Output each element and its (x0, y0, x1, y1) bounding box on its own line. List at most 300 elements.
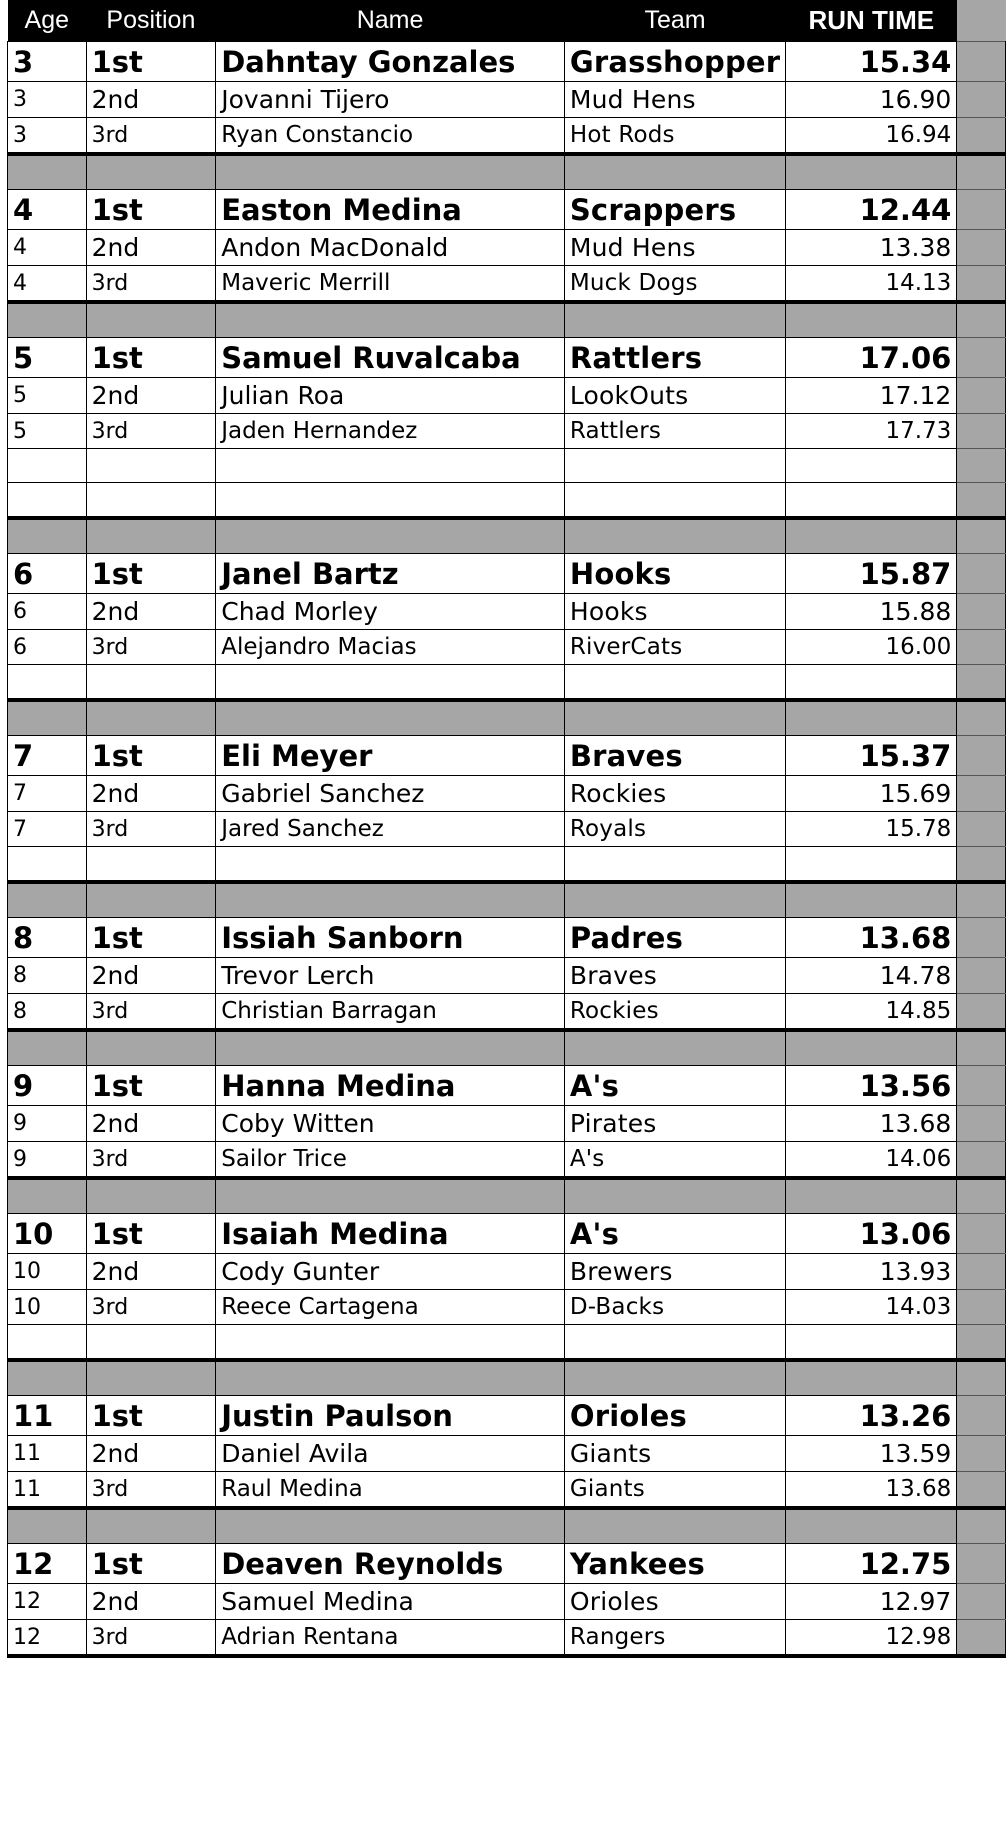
run-time-cell: 17.06 (786, 338, 957, 378)
name-cell: Jaden Hernandez (216, 414, 565, 449)
separator-cell (8, 1030, 87, 1066)
run-time-cell: 13.06 (786, 1214, 957, 1254)
age-cell: 11 (8, 1436, 87, 1472)
name-cell: Issiah Sanborn (216, 918, 565, 958)
separator-row (8, 518, 1006, 554)
separator-cell (216, 302, 565, 338)
run-time-cell: 13.68 (786, 918, 957, 958)
position-cell: 1st (86, 1214, 216, 1254)
result-row (8, 378, 1006, 414)
side-cell (957, 1066, 1006, 1106)
name-cell: Ryan Constancio (216, 118, 565, 155)
separator-row (8, 700, 1006, 736)
side-cell (957, 994, 1006, 1031)
position-cell: 3rd (86, 1142, 216, 1179)
blank-cell (216, 449, 565, 483)
age-cell: 3 (8, 118, 87, 155)
age-cell: 9 (8, 1106, 87, 1142)
run-time-cell: 13.38 (786, 230, 957, 266)
name-cell: Samuel Medina (216, 1584, 565, 1620)
result-row (8, 1620, 1006, 1657)
separator-cell (957, 700, 1006, 736)
blank-cell (564, 449, 785, 483)
team-cell: Hooks (564, 594, 785, 630)
separator-cell (86, 700, 216, 736)
side-cell (957, 1142, 1006, 1179)
age-cell: 10 (8, 1214, 87, 1254)
side-cell (957, 1214, 1006, 1254)
run-time-cell: 12.44 (786, 190, 957, 230)
age-cell: 6 (8, 554, 87, 594)
result-row (8, 1214, 1006, 1254)
team-cell: RiverCats (564, 630, 785, 665)
run-time-cell: 14.06 (786, 1142, 957, 1179)
run-time-cell: 12.97 (786, 1584, 957, 1620)
name-cell: Eli Meyer (216, 736, 565, 776)
separator-cell (957, 882, 1006, 918)
header-name: Name (216, 0, 565, 42)
position-cell: 3rd (86, 1620, 216, 1657)
side-cell (957, 1584, 1006, 1620)
result-row (8, 1106, 1006, 1142)
age-cell: 5 (8, 338, 87, 378)
header-side-column (957, 0, 1006, 42)
separator-cell (957, 1030, 1006, 1066)
name-cell: Jovanni Tijero (216, 82, 565, 118)
result-row (8, 414, 1006, 449)
side-cell (957, 378, 1006, 414)
run-time-cell: 16.90 (786, 82, 957, 118)
team-cell: Yankees (564, 1544, 785, 1584)
team-cell: Padres (564, 918, 785, 958)
separator-row (8, 1030, 1006, 1066)
run-time-cell: 17.73 (786, 414, 957, 449)
position-cell: 2nd (86, 378, 216, 414)
run-time-cell: 16.94 (786, 118, 957, 155)
team-cell: Muck Dogs (564, 266, 785, 303)
separator-cell (86, 302, 216, 338)
separator-cell (8, 882, 87, 918)
separator-cell (564, 1030, 785, 1066)
run-time-cell: 13.68 (786, 1472, 957, 1509)
separator-cell (564, 302, 785, 338)
age-cell: 8 (8, 958, 87, 994)
separator-row (8, 1360, 1006, 1396)
separator-row (8, 882, 1006, 918)
separator-cell (957, 302, 1006, 338)
age-cell: 6 (8, 594, 87, 630)
name-cell: Justin Paulson (216, 1396, 565, 1436)
result-row (8, 1584, 1006, 1620)
name-cell: Janel Bartz (216, 554, 565, 594)
result-row (8, 736, 1006, 776)
team-cell: Orioles (564, 1584, 785, 1620)
separator-cell (564, 154, 785, 190)
result-row (8, 812, 1006, 847)
team-cell: A's (564, 1142, 785, 1179)
result-row (8, 1472, 1006, 1509)
separator-cell (786, 1360, 957, 1396)
name-cell: Jared Sanchez (216, 812, 565, 847)
run-time-cell: 15.34 (786, 42, 957, 82)
result-row (8, 1396, 1006, 1436)
result-row (8, 118, 1006, 155)
blank-cell (86, 483, 216, 519)
blank-cell (86, 847, 216, 883)
blank-cell (786, 665, 957, 701)
position-cell: 1st (86, 338, 216, 378)
position-cell: 1st (86, 1544, 216, 1584)
run-time-cell: 15.69 (786, 776, 957, 812)
position-cell: 2nd (86, 1106, 216, 1142)
separator-cell (957, 1508, 1006, 1544)
position-cell: 2nd (86, 958, 216, 994)
team-cell: Braves (564, 736, 785, 776)
blank-cell (957, 1325, 1006, 1361)
side-cell (957, 190, 1006, 230)
team-cell: Brewers (564, 1254, 785, 1290)
age-cell: 5 (8, 378, 87, 414)
name-cell: Isaiah Medina (216, 1214, 565, 1254)
age-cell: 5 (8, 414, 87, 449)
result-row (8, 776, 1006, 812)
side-cell (957, 82, 1006, 118)
age-cell: 3 (8, 42, 87, 82)
separator-cell (86, 1360, 216, 1396)
separator-cell (216, 154, 565, 190)
table-header (8, 0, 1006, 42)
name-cell: Andon MacDonald (216, 230, 565, 266)
side-cell (957, 958, 1006, 994)
result-row (8, 918, 1006, 958)
separator-cell (86, 1030, 216, 1066)
separator-row (8, 302, 1006, 338)
name-cell: Easton Medina (216, 190, 565, 230)
separator-cell (786, 302, 957, 338)
blank-cell (564, 483, 785, 519)
separator-cell (564, 1508, 785, 1544)
position-cell: 2nd (86, 82, 216, 118)
blank-cell (216, 1325, 565, 1361)
blank-row (8, 665, 1006, 701)
name-cell: Julian Roa (216, 378, 565, 414)
team-cell: Hot Rods (564, 118, 785, 155)
separator-cell (216, 1508, 565, 1544)
position-cell: 1st (86, 190, 216, 230)
result-row (8, 1290, 1006, 1325)
blank-cell (8, 665, 87, 701)
age-cell: 4 (8, 190, 87, 230)
name-cell: Reece Cartagena (216, 1290, 565, 1325)
team-cell: A's (564, 1066, 785, 1106)
side-cell (957, 1544, 1006, 1584)
separator-cell (86, 518, 216, 554)
blank-cell (564, 665, 785, 701)
separator-cell (786, 154, 957, 190)
separator-cell (216, 700, 565, 736)
blank-cell (216, 847, 565, 883)
name-cell: Samuel Ruvalcaba (216, 338, 565, 378)
blank-cell (786, 1325, 957, 1361)
age-cell: 9 (8, 1066, 87, 1106)
header-run-time: RUN TIME (786, 0, 957, 42)
age-cell: 7 (8, 776, 87, 812)
side-cell (957, 414, 1006, 449)
blank-row (8, 1325, 1006, 1361)
side-cell (957, 918, 1006, 958)
separator-cell (564, 1178, 785, 1214)
position-cell: 1st (86, 918, 216, 958)
team-cell: Royals (564, 812, 785, 847)
separator-cell (957, 1178, 1006, 1214)
age-cell: 3 (8, 82, 87, 118)
separator-cell (86, 1508, 216, 1544)
side-cell (957, 594, 1006, 630)
separator-cell (86, 154, 216, 190)
blank-row (8, 483, 1006, 519)
age-cell: 12 (8, 1544, 87, 1584)
name-cell: Maveric Merrill (216, 266, 565, 303)
position-cell: 3rd (86, 266, 216, 303)
result-row (8, 994, 1006, 1031)
blank-cell (786, 483, 957, 519)
side-cell (957, 118, 1006, 155)
name-cell: Alejandro Macias (216, 630, 565, 665)
age-cell: 10 (8, 1290, 87, 1325)
age-cell: 12 (8, 1584, 87, 1620)
header-row (8, 0, 1006, 42)
side-cell (957, 42, 1006, 82)
separator-cell (8, 302, 87, 338)
run-time-cell: 15.87 (786, 554, 957, 594)
team-cell: Scrappers (564, 190, 785, 230)
team-cell: Rockies (564, 776, 785, 812)
position-cell: 3rd (86, 118, 216, 155)
run-time-cell: 17.12 (786, 378, 957, 414)
position-cell: 2nd (86, 1436, 216, 1472)
blank-cell (957, 449, 1006, 483)
side-cell (957, 1254, 1006, 1290)
run-time-cell: 16.00 (786, 630, 957, 665)
side-cell (957, 1290, 1006, 1325)
team-cell: Mud Hens (564, 230, 785, 266)
separator-cell (786, 1178, 957, 1214)
separator-cell (8, 1178, 87, 1214)
run-time-cell: 13.68 (786, 1106, 957, 1142)
result-row (8, 42, 1006, 82)
separator-cell (216, 1030, 565, 1066)
blank-cell (8, 1325, 87, 1361)
position-cell: 1st (86, 736, 216, 776)
position-cell: 3rd (86, 994, 216, 1031)
age-cell: 8 (8, 918, 87, 958)
team-cell: Orioles (564, 1396, 785, 1436)
position-cell: 3rd (86, 414, 216, 449)
run-time-cell: 12.75 (786, 1544, 957, 1584)
blank-cell (86, 1325, 216, 1361)
result-row (8, 82, 1006, 118)
blank-cell (8, 449, 87, 483)
result-row (8, 338, 1006, 378)
result-row (8, 554, 1006, 594)
age-cell: 8 (8, 994, 87, 1031)
age-cell: 4 (8, 230, 87, 266)
position-cell: 2nd (86, 1254, 216, 1290)
separator-cell (564, 1360, 785, 1396)
blank-cell (86, 665, 216, 701)
team-cell: Rockies (564, 994, 785, 1031)
team-cell: Pirates (564, 1106, 785, 1142)
separator-cell (8, 1360, 87, 1396)
blank-cell (216, 483, 565, 519)
age-cell: 11 (8, 1396, 87, 1436)
side-cell (957, 1620, 1006, 1657)
team-cell: Giants (564, 1472, 785, 1509)
separator-row (8, 1508, 1006, 1544)
separator-row (8, 1178, 1006, 1214)
blank-cell (86, 449, 216, 483)
team-cell: Hooks (564, 554, 785, 594)
separator-cell (216, 882, 565, 918)
blank-cell (8, 847, 87, 883)
result-row (8, 1436, 1006, 1472)
name-cell: Daniel Avila (216, 1436, 565, 1472)
name-cell: Sailor Trice (216, 1142, 565, 1179)
run-time-cell: 14.13 (786, 266, 957, 303)
position-cell: 2nd (86, 776, 216, 812)
side-cell (957, 776, 1006, 812)
name-cell: Cody Gunter (216, 1254, 565, 1290)
name-cell: Christian Barragan (216, 994, 565, 1031)
separator-cell (564, 700, 785, 736)
name-cell: Deaven Reynolds (216, 1544, 565, 1584)
result-row (8, 266, 1006, 303)
position-cell: 3rd (86, 630, 216, 665)
side-cell (957, 736, 1006, 776)
name-cell: Gabriel Sanchez (216, 776, 565, 812)
name-cell: Adrian Rentana (216, 1620, 565, 1657)
separator-cell (8, 518, 87, 554)
side-cell (957, 554, 1006, 594)
run-time-cell: 15.37 (786, 736, 957, 776)
side-cell (957, 1436, 1006, 1472)
run-time-cell: 12.98 (786, 1620, 957, 1657)
separator-cell (216, 518, 565, 554)
side-cell (957, 338, 1006, 378)
separator-cell (786, 882, 957, 918)
position-cell: 1st (86, 554, 216, 594)
position-cell: 2nd (86, 1584, 216, 1620)
team-cell: Braves (564, 958, 785, 994)
blank-cell (957, 847, 1006, 883)
blank-cell (786, 847, 957, 883)
blank-cell (564, 847, 785, 883)
team-cell: Rangers (564, 1620, 785, 1657)
side-cell (957, 1106, 1006, 1142)
name-cell: Trevor Lerch (216, 958, 565, 994)
position-cell: 2nd (86, 230, 216, 266)
name-cell: Dahntay Gonzales (216, 42, 565, 82)
age-cell: 7 (8, 736, 87, 776)
separator-cell (216, 1178, 565, 1214)
name-cell: Chad Morley (216, 594, 565, 630)
result-row (8, 1142, 1006, 1179)
run-time-cell: 13.56 (786, 1066, 957, 1106)
run-time-cell: 13.26 (786, 1396, 957, 1436)
side-cell (957, 266, 1006, 303)
age-cell: 12 (8, 1620, 87, 1657)
separator-cell (564, 518, 785, 554)
header-position: Position (86, 0, 216, 42)
name-cell: Raul Medina (216, 1472, 565, 1509)
separator-cell (86, 882, 216, 918)
blank-cell (786, 449, 957, 483)
team-cell: Rattlers (564, 338, 785, 378)
age-cell: 9 (8, 1142, 87, 1179)
run-time-cell: 13.59 (786, 1436, 957, 1472)
result-row (8, 630, 1006, 665)
position-cell: 1st (86, 1066, 216, 1106)
result-row (8, 958, 1006, 994)
team-cell: Rattlers (564, 414, 785, 449)
run-time-cell: 14.78 (786, 958, 957, 994)
age-cell: 4 (8, 266, 87, 303)
separator-cell (8, 154, 87, 190)
separator-cell (786, 1030, 957, 1066)
blank-cell (216, 665, 565, 701)
separator-cell (957, 154, 1006, 190)
separator-cell (86, 1178, 216, 1214)
blank-row (8, 449, 1006, 483)
blank-cell (957, 665, 1006, 701)
separator-cell (8, 700, 87, 736)
result-row (8, 594, 1006, 630)
result-row (8, 1254, 1006, 1290)
side-cell (957, 230, 1006, 266)
age-cell: 11 (8, 1472, 87, 1509)
separator-cell (8, 1508, 87, 1544)
run-time-cell: 14.03 (786, 1290, 957, 1325)
age-cell: 10 (8, 1254, 87, 1290)
results-table (7, 0, 1006, 1658)
team-cell: D-Backs (564, 1290, 785, 1325)
result-row (8, 1544, 1006, 1584)
result-row (8, 190, 1006, 230)
side-cell (957, 1472, 1006, 1509)
blank-row (8, 847, 1006, 883)
team-cell: Giants (564, 1436, 785, 1472)
separator-cell (786, 700, 957, 736)
side-cell (957, 812, 1006, 847)
separator-cell (786, 518, 957, 554)
blank-cell (564, 1325, 785, 1361)
separator-cell (564, 882, 785, 918)
position-cell: 3rd (86, 812, 216, 847)
header-age: Age (8, 0, 87, 42)
side-cell (957, 1396, 1006, 1436)
side-cell (957, 630, 1006, 665)
age-cell: 7 (8, 812, 87, 847)
team-cell: LookOuts (564, 378, 785, 414)
position-cell: 3rd (86, 1290, 216, 1325)
team-cell: A's (564, 1214, 785, 1254)
position-cell: 2nd (86, 594, 216, 630)
separator-cell (216, 1360, 565, 1396)
separator-row (8, 154, 1006, 190)
run-time-cell: 15.78 (786, 812, 957, 847)
header-team: Team (564, 0, 785, 42)
table-body (8, 42, 1006, 1657)
